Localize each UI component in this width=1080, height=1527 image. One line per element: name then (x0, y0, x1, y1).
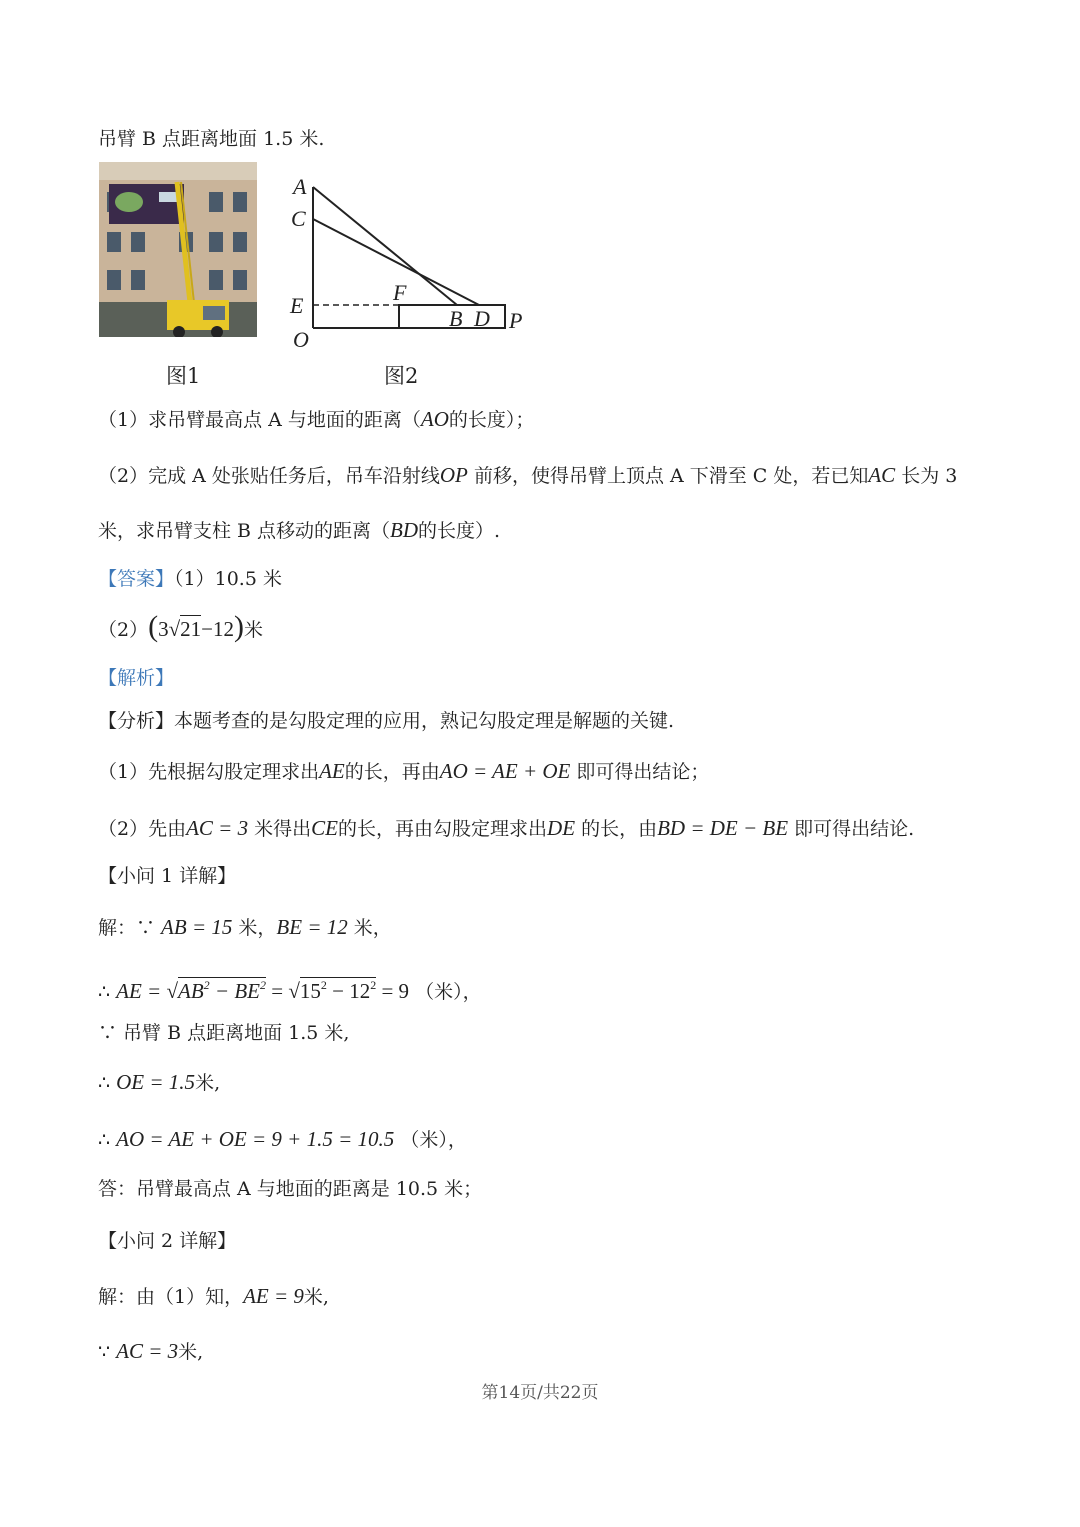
analysis-label: 【解析】 (98, 667, 175, 689)
sub2-title: 【小问 2 详解】 (98, 1230, 237, 1252)
label-P: P (509, 308, 523, 333)
sub1-line-4: ∴ OE = 1.5米, (98, 1070, 221, 1094)
fenxi-step-1: （1）先根据勾股定理求出AE的长，再由AO = AE + OE 即可得出结论； (98, 759, 710, 783)
label-O: O (293, 327, 309, 352)
sub1-line-1: 解：∵ AB = 15 米，BE = 12 米， (98, 915, 392, 939)
fig1-caption: 图1 (166, 364, 201, 388)
fenxi-step-2: （2）先由AC = 3 米得出CE的长，再由勾股定理求出DE 的长，由BD = DE − BE 即可得出结论. (98, 816, 915, 840)
sub2-line-1: 解：由（1）知，AE = 9米, (98, 1284, 329, 1308)
label-B: B (449, 306, 463, 331)
sub1-line-2: ∴ AE = $√AB^2 - BE^2 = √15^2 - 12^2 = 9$ （米）， (98, 978, 482, 1003)
label-D: D (474, 306, 490, 331)
geometry-diagram (285, 170, 535, 355)
question-1: （1）求吊臂最高点 A 与地面的距离（AO的长度）； (98, 407, 535, 431)
crane-photo (99, 162, 257, 337)
fenxi-text: 【分析】本题考查的是勾股定理的应用，熟记勾股定理是解题的关键. (98, 710, 675, 732)
line-AB (313, 187, 457, 305)
sub1-answer: 答：吊臂最高点 A 与地面的距离是 10.5 米； (98, 1178, 483, 1200)
fig2-caption: 图2 (384, 364, 419, 388)
label-A: A (293, 174, 307, 199)
sub2-line-2: ∵ AC = 3米, (98, 1339, 204, 1363)
label-E: E (290, 293, 304, 318)
question-2: （2）完成 A 处张贴任务后，吊车沿射线OP 前移，使得吊臂上顶点 A 下滑至 C 处，若已知AC 长为 3 (98, 463, 958, 487)
answer-line-1: 【答案】（1）10.5 米 (98, 568, 282, 590)
answer-line-2: （2）(3√21−12)米 (98, 610, 263, 643)
sub1-line-3: ∵ 吊臂 B 点距离地面 1.5 米, (98, 1022, 350, 1044)
question-2-cont: 米，求吊臂支柱 B 点移动的距离（BD的长度）. (98, 518, 501, 542)
sub1-title: 【小问 1 详解】 (98, 865, 237, 887)
page-footer: 第14页/共22页 (481, 1383, 599, 1403)
intro-text: 吊臂 B 点距离地面 1.5 米. (98, 128, 325, 150)
label-C: C (291, 206, 306, 231)
sub1-line-5: ∴ AO = AE + OE = 9 + 1.5 = 10.5 （米）， (98, 1127, 467, 1151)
label-F: F (393, 280, 407, 305)
